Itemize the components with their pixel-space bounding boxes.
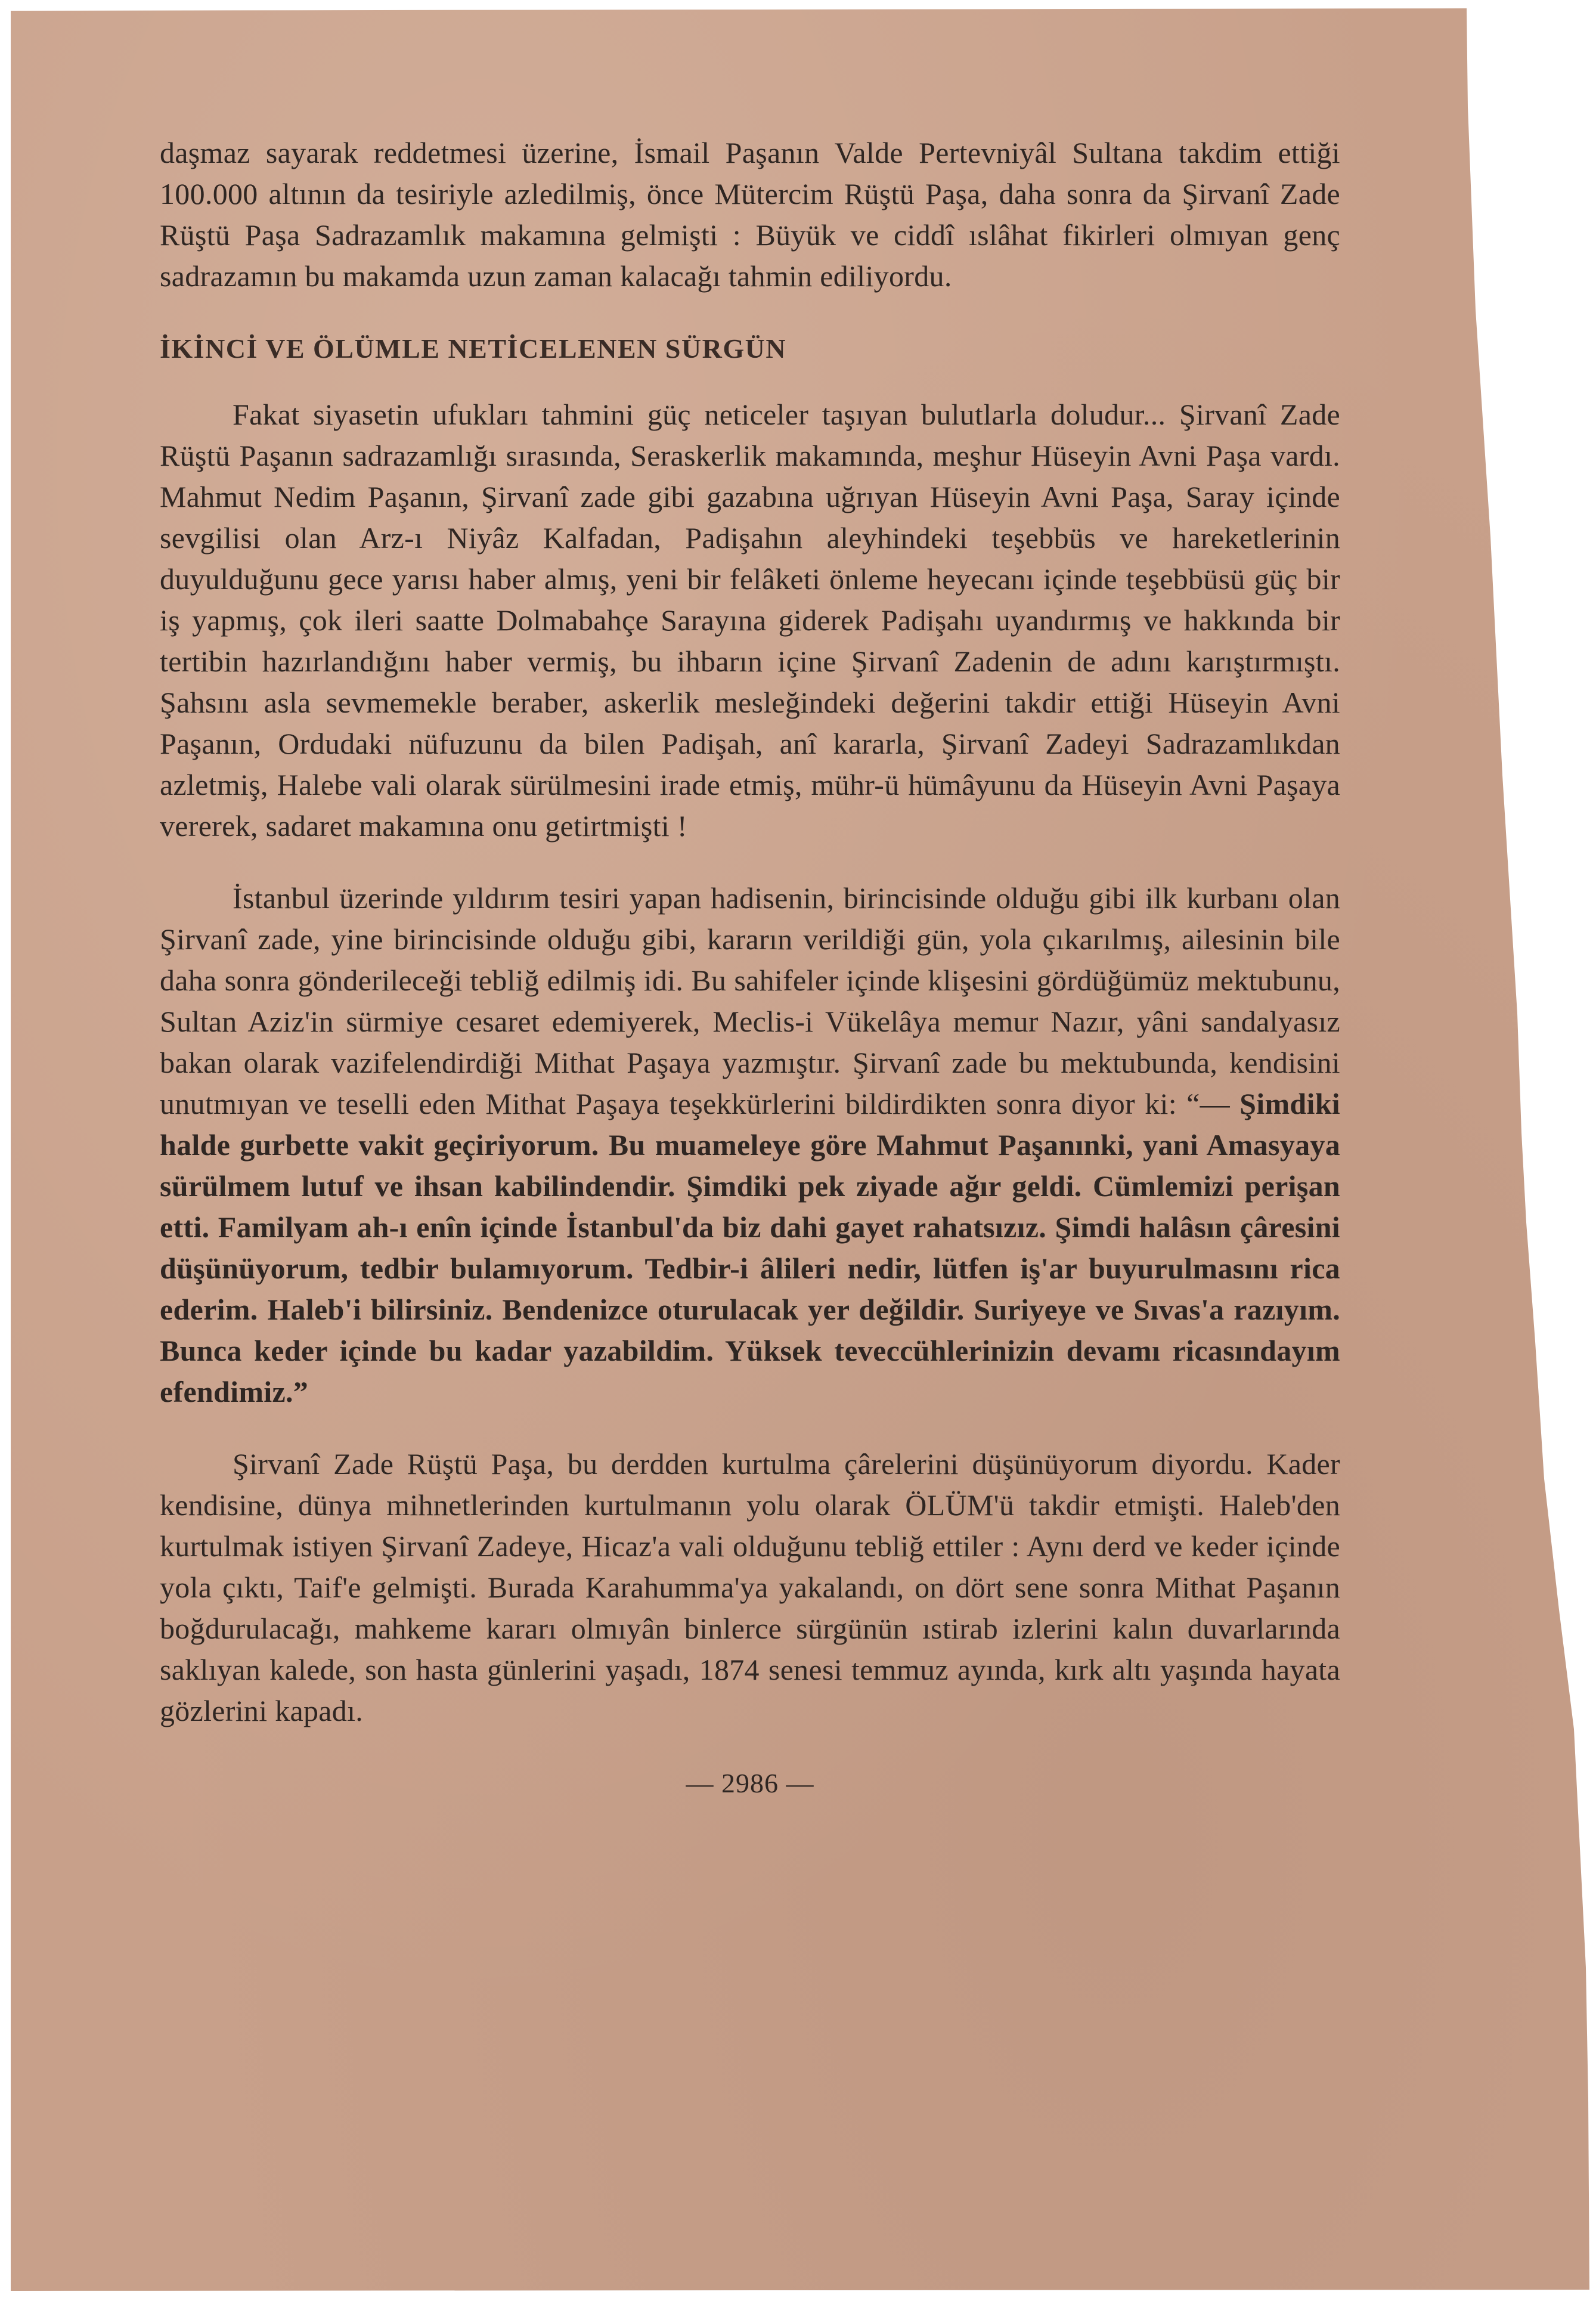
page-number: — 2986 — xyxy=(686,1768,814,1798)
letter-quote: Şimdiki halde gurbette vakit geçiriyorum. Bu muameleye göre Mahmut Paşanınki, yani Amasyaya sürülmem lutuf ve ihsan kabilindendir. Şimdiki pek ziyade ağır geldi. Cümlemizi perişan etti. Familyam ah-ı enîn içinde İstanbul'da biz dahi gayet rahatsızız. Şimdi halâsın çâresini düşünüyorum, tedbir bulamıyorum. Tedbir-i âlileri nedir, lütfen iş'ar buyurulmasını rica ederim. Haleb'i bilirsiniz. Bendenizce oturulacak yer değildir. Suriyeye ve Sıvas'a razıyım. Bunca keder içinde bu kadar yazabildim. Yüksek teveccühlerinizin devamı ricasındayım efendimiz.” xyxy=(160,1087,1340,1408)
paragraph-3-text: İstanbul üzerinde yıldırım tesiri yapan hadisenin, birincisinde olduğu gibi ilk kurbanı olan Şirvanî zade, yine birincisinde olduğu gibi, kararın verildiği gün, yola çıkarılmış, ailesinin bile daha sonra gönderileceği tebliğ edilmiş idi. Bu sahifeler içinde klişesini gördüğümüz mektubunu, Sultan Aziz'in sürmiye cesaret edemiyerek, Meclis-i Vükelâya memur Nazır, yâni sandalyasız bakan olarak vazifelendirdiği Mithat Paşaya yazmıştır. Şirvanî zade bu mektubunda, kendisini unutmıyan ve teselli eden Mithat Paşaya teşekkürlerini bildirdikten sonra diyor ki: “— xyxy=(160,881,1340,1120)
paragraph-2: Fakat siyasetin ufukları tahmini güç neticeler taşıyan bulutlarla doludur... Şirvanî Zade Rüştü Paşanın sadrazamlığı sırasında, Seraskerlik makamında, meşhur Hüseyin Avni Paşa vardı. Mahmut Nedim Paşanın, Şirvanî zade gibi gazabına uğrıyan Hüseyin Avni Paşa, Saray içinde sevgilisi olan Arz-ı Niyâz Kalfadan, Padişahın aleyhindeki teşebbüs ve hareketlerinin duyulduğunu gece yarısı haber almış, yeni bir felâketi önleme heyecanı içinde teşebbüsü güç bir iş yapmış, çok ileri saatte Dolmabahçe Sarayına giderek Padişahı uyandırmış ve hakkında bir tertibin hazırlandığını haber vermiş, bu ihbarın içine Şirvanî Zadenin de adını karıştırmıştı. Şahsını asla sevmemekle beraber, askerlik mesleğindeki değerini takdir ettiği Hüseyin Avni Paşanın, Ordudaki nüfuzunu da bilen Padişah, anî kararla, Şirvanî Zadeyi Sadrazamlıkdan azletmiş, Halebe vali olarak sürülmesini irade etmiş, mühr-ü hümâyunu da Hüseyin Avni Paşaya vererek, sadaret makamına onu getirtmişti ! xyxy=(160,398,1340,843)
document-page xyxy=(160,132,1340,1799)
section-heading: İKİNCİ VE ÖLÜMLE NETİCELENEN SÜRGÜN xyxy=(160,333,787,364)
paragraph-1: daşmaz sayarak reddetmesi üzerine, İsmail Paşanın Valde Pertevniyâl Sultana takdim ettiği 100.000 altının da tesiriyle azledilmiş, önce Mütercim Rüştü Paşa, daha sonra da Şirvanî Zade Rüştü Paşa Sadrazamlık makamına gelmişti : Büyük ve ciddî ıslâhat fikirleri olmıyan genç sadrazamın bu makamda uzun zaman kalacağı tahmin ediliyordu. xyxy=(160,136,1340,293)
paragraph-3 xyxy=(160,878,1340,1413)
paragraph-4: Şirvanî Zade Rüştü Paşa, bu derdden kurtulma çârelerini düşünüyorum diyordu. Kader kendisine, dünya mihnetlerinden kurtulmanın yolu olarak ÖLÜM'ü takdir etmişti. Haleb'den kurtulmak istiyen Şirvanî Zadeye, Hicaz'a vali olduğunu tebliğ ettiler : Aynı derd ve keder içinde yola çıktı, Taif'e gelmişti. Burada Karahumma'ya yakalandı, on dört sene sonra Mithat Paşanın boğdurulacağı, mahkeme kararı olmıyân binlerce sürgünün ıstirab izlerini kalın duvarlarında saklıyan kalede, son hasta günlerini yaşadı, 1874 senesi temmuz ayında, kırk altı yaşında hayata gözlerini kapadı. xyxy=(160,1447,1340,1727)
